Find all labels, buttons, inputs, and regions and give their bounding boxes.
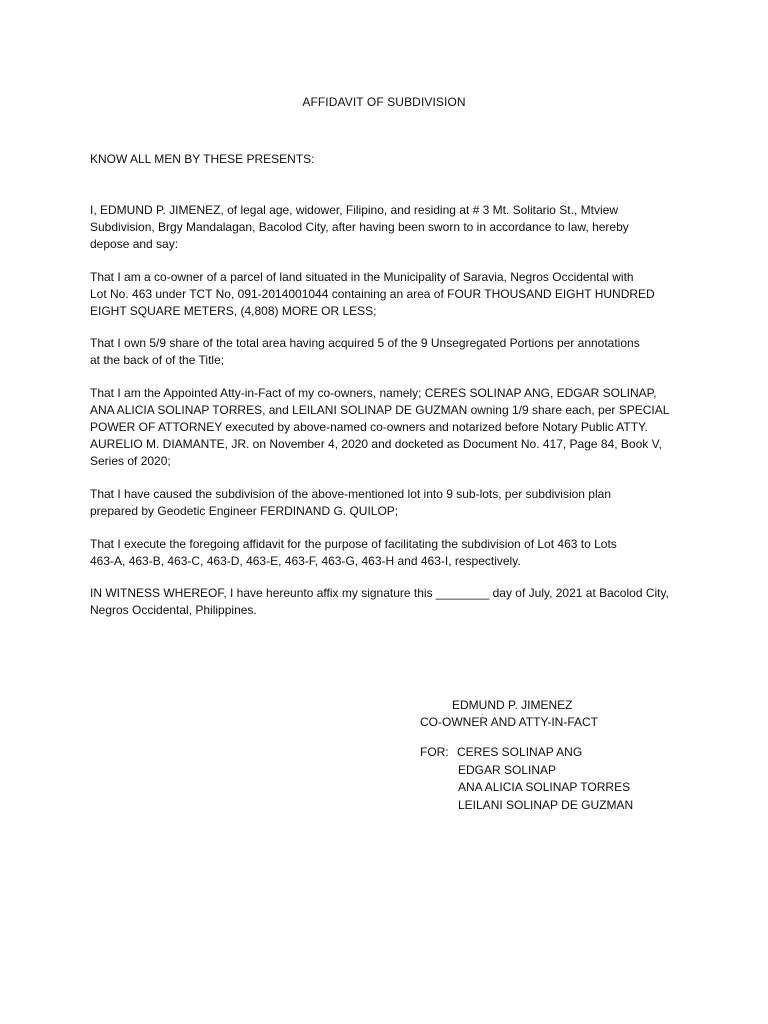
paragraph-subdivision-plan: That I have caused the subdivision of the above-mentioned lot into 9 sub-lots, per subdivision plan prepared by Geodetic Engineer FERDINAND G. QUILOP;	[90, 486, 611, 518]
co-owner-name: LEILANI SOLINAP DE GUZMAN	[458, 797, 634, 812]
paragraph-purpose: That I execute the foregoing affidavit for the purpose of facilitating the subdivision of Lot 463 to Lots 463-A, 463-B, 463-C, 463-D, 463-E, 463-F, 463-G, 463-H and 463-I, respectively.	[90, 536, 617, 568]
paragraph-affiant-intro: I, EDMUND P. JIMENEZ, of legal age, widower, Filipino, and residing at # 3 Mt. Solitario St., Mtview Subdivision, Brgy Mandalagan, Bacolod City, after having been sworn to in accordance to law, hereby depose and say:	[90, 203, 629, 251]
paragraph-land-description: That I am a co-owner of a parcel of land situated in the Municipality of Saravia, Negros Occidental with Lot No. 463 under TCT No, 091-2014001044 containing an area of FOUR THOUSAND EIGHT HUNDRED EIGHT SQUARE METERS, (4,808) MORE OR LESS;	[90, 269, 655, 318]
affidavit-body	[90, 202, 680, 635]
signature-block	[420, 697, 598, 731]
paragraph-witness-whereof: IN WITNESS WHEREOF, I have hereunto affix my signature this ________ day of July, 2021 at Bacolod City, Negros Occidental, Philippines.	[90, 586, 669, 618]
signatory-title: CO-OWNER AND ATTY-IN-FACT	[420, 715, 599, 729]
document-title: AFFIDAVIT OF SUBDIVISION	[302, 95, 466, 109]
co-owner-name-list	[457, 744, 633, 814]
on-behalf-of-row	[420, 744, 633, 814]
paragraph-attorney-in-fact: That I am the Appointed Atty-in-Fact of my co-owners, namely; CERES SOLINAP ANG, EDGAR SOLINAP, ANA ALICIA SOLINAP TORRES, and LEILANI SOLINAP DE GUZMAN owning 1/9 share each, per SPECIAL POWER OF ATTORNEY executed by above-named co-owners and notarized before Notary Public ATTY. AURELIO M. DIAMANTE, JR. on November 4, 2020 and docketed as Document No. 417, Page 84, Book V, Series of 2020;	[90, 386, 670, 468]
paragraph-share: That I own 5/9 share of the total area having acquired 5 of the 9 Unsegregated Portions per annotations at the back of of the Title;	[90, 336, 640, 368]
on-behalf-of-block	[420, 744, 633, 814]
signatory-name: EDMUND P. JIMENEZ	[452, 698, 573, 712]
co-owner-name: CERES SOLINAP ANG	[457, 745, 583, 759]
co-owner-name: EDGAR SOLINAP	[458, 762, 557, 777]
opening-line: KNOW ALL MEN BY THESE PRESENTS:	[90, 152, 315, 166]
for-label: FOR:	[420, 745, 449, 759]
co-owner-name: ANA ALICIA SOLINAP TORRES	[458, 780, 631, 794]
